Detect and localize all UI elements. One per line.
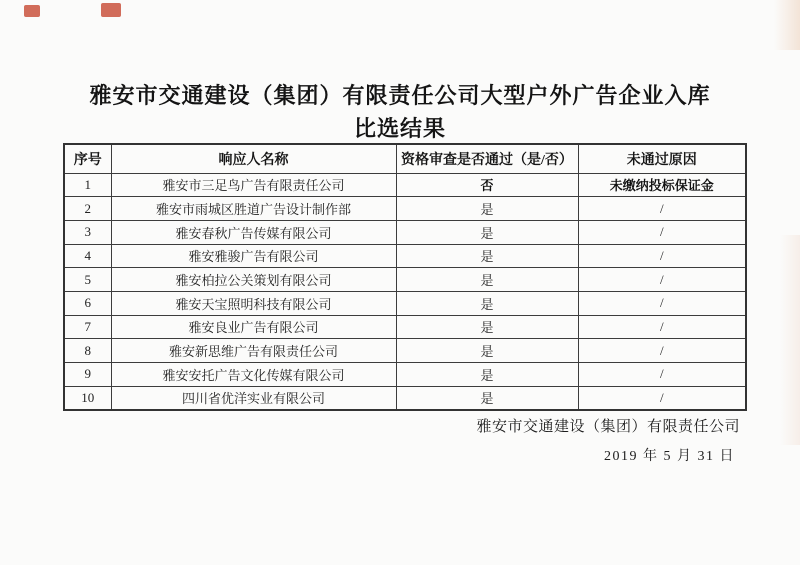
results-table bbox=[63, 143, 747, 411]
pass-status-cell: 否 bbox=[396, 173, 578, 197]
pass-status-cell: 是 bbox=[396, 244, 578, 268]
company-name-cell: 雅安天宝照明科技有限公司 bbox=[111, 291, 396, 315]
table-header-row bbox=[64, 144, 746, 173]
pass-status-cell: 是 bbox=[396, 291, 578, 315]
reason-cell: / bbox=[578, 363, 746, 387]
row-number-cell: 7 bbox=[64, 315, 111, 339]
company-name-cell: 雅安良业广告有限公司 bbox=[111, 315, 396, 339]
header-serial-number: 序号 bbox=[64, 144, 111, 173]
company-name-cell: 四川省优洋实业有限公司 bbox=[111, 386, 396, 410]
company-name-cell: 雅安市雨城区胜道广告设计制作部 bbox=[111, 197, 396, 221]
table-row bbox=[64, 315, 746, 339]
footer-date: 2019 年 5 月 31 日 bbox=[604, 449, 735, 464]
reason-cell: 未缴纳投标保证金 bbox=[578, 173, 746, 197]
table-row bbox=[64, 244, 746, 268]
pass-status-cell: 是 bbox=[396, 315, 578, 339]
row-number-cell: 9 bbox=[64, 363, 111, 387]
row-number-cell: 10 bbox=[64, 386, 111, 410]
table-row bbox=[64, 291, 746, 315]
company-name-cell: 雅安市三足鸟广告有限责任公司 bbox=[111, 173, 396, 197]
row-number-cell: 1 bbox=[64, 173, 111, 197]
reason-cell: / bbox=[578, 386, 746, 410]
row-number-cell: 8 bbox=[64, 339, 111, 363]
company-name-cell: 雅安新思维广告有限责任公司 bbox=[111, 339, 396, 363]
document-title bbox=[0, 79, 800, 145]
row-number-cell: 5 bbox=[64, 268, 111, 292]
reason-cell: / bbox=[578, 315, 746, 339]
pass-status-cell: 是 bbox=[396, 363, 578, 387]
table-row bbox=[64, 197, 746, 221]
red-scan-mark bbox=[24, 5, 40, 17]
company-name-cell: 雅安柏拉公关策划有限公司 bbox=[111, 268, 396, 292]
pass-status-cell: 是 bbox=[396, 339, 578, 363]
reason-cell: / bbox=[578, 220, 746, 244]
table-row bbox=[64, 220, 746, 244]
reason-cell: / bbox=[578, 339, 746, 363]
document-title-line1: 雅安市交通建设（集团）有限责任公司大型户外广告企业入库 bbox=[89, 83, 711, 108]
reason-cell: / bbox=[578, 268, 746, 292]
footer-organization: 雅安市交通建设（集团）有限责任公司 bbox=[476, 419, 740, 435]
pass-status-cell: 是 bbox=[396, 386, 578, 410]
reason-cell: / bbox=[578, 197, 746, 221]
table-row bbox=[64, 339, 746, 363]
scan-smudge bbox=[780, 235, 800, 445]
row-number-cell: 2 bbox=[64, 197, 111, 221]
table-row bbox=[64, 173, 746, 197]
table-row bbox=[64, 363, 746, 387]
scan-smudge bbox=[774, 0, 800, 50]
row-number-cell: 3 bbox=[64, 220, 111, 244]
table-row bbox=[64, 386, 746, 410]
table-row bbox=[64, 268, 746, 292]
row-number-cell: 6 bbox=[64, 291, 111, 315]
red-scan-mark bbox=[101, 3, 121, 17]
header-qualification-passed: 资格审查是否通过（是/否） bbox=[396, 144, 578, 173]
header-respondent-name: 响应人名称 bbox=[111, 144, 396, 173]
company-name-cell: 雅安雅骏广告有限公司 bbox=[111, 244, 396, 268]
document-title-line2: 比选结果 bbox=[353, 116, 446, 141]
pass-status-cell: 是 bbox=[396, 197, 578, 221]
reason-cell: / bbox=[578, 291, 746, 315]
pass-status-cell: 是 bbox=[396, 268, 578, 292]
reason-cell: / bbox=[578, 244, 746, 268]
row-number-cell: 4 bbox=[64, 244, 111, 268]
pass-status-cell: 是 bbox=[396, 220, 578, 244]
company-name-cell: 雅安安托广告文化传媒有限公司 bbox=[111, 363, 396, 387]
company-name-cell: 雅安春秋广告传媒有限公司 bbox=[111, 220, 396, 244]
header-fail-reason: 未通过原因 bbox=[578, 144, 746, 173]
